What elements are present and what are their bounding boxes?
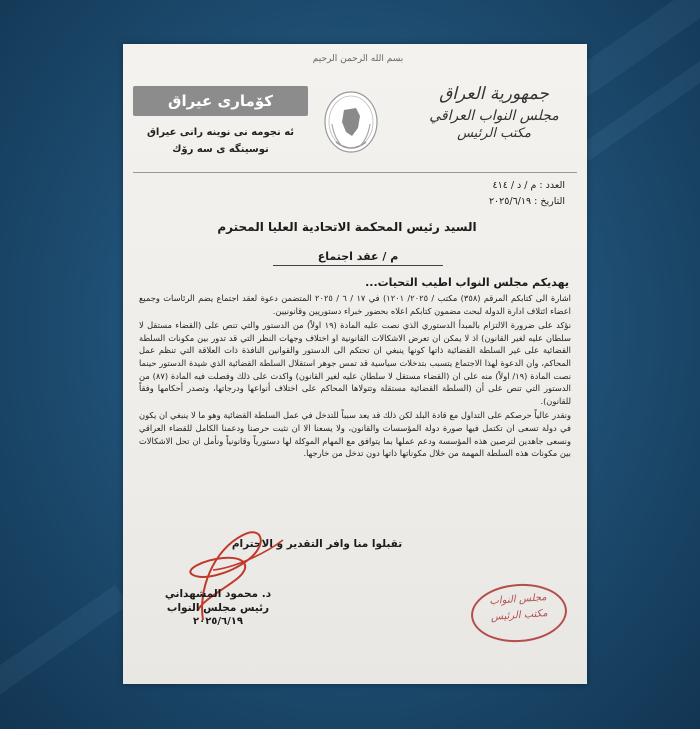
office-stamp (469, 581, 569, 646)
ref-date-label: التاريخ (540, 196, 565, 207)
ref-number-label: العدد (545, 180, 565, 191)
reference-block: العدد : م / د / ٤١٤ التاريخ : ٢٠٢٥/٦/١٩ (488, 180, 565, 207)
letter-page (123, 44, 587, 684)
ref-date-value: ٢٠٢٥/٦/١٩ (488, 196, 532, 207)
kurdish-council: ئه نجومه نی نوینه رانی عیراق (146, 127, 295, 138)
signature-block (143, 588, 293, 627)
letterhead (133, 84, 577, 174)
ref-number-value: م / د / ٤١٤ (492, 180, 537, 191)
signatory-name: د. محمود المشهداني (164, 588, 272, 600)
parliament-emblem-icon (318, 84, 384, 164)
kurdish-letterhead (133, 86, 308, 158)
kurdish-country: كۆماری عیراق (133, 86, 308, 116)
signature-date: ٢٠٢٥/٦/١٩ (192, 616, 244, 627)
arabic-office: مكتب الرئيس (457, 126, 531, 141)
arabic-country: جمهورية العراق (439, 84, 549, 104)
letter-body (139, 292, 571, 462)
arabic-council: مجلس النواب العراقي (429, 108, 559, 124)
arabic-letterhead (419, 84, 569, 141)
bismillah-text: بسم الله الرحمن الرحيم (312, 54, 404, 64)
stamp-line-2: مكتب الرئيس (490, 608, 548, 623)
subject-line: م / عقد اجتماع (273, 250, 443, 266)
greeting-line: يهديكم مجلس النواب اطيب التحيات... (365, 276, 569, 289)
body-paragraph-2: نؤكد على ضرورة الالتزام بالمبدأ الدستوري الذي نصت عليه المادة (١٩ اولاً) من الدستور والتي تنص على (القضاء مستقل لا سلطان عليه لغير القانون) اذ لا يمكن ان تعرض الاشكالات القانونية او اختلاف وجهات النظر التي قد تدور بين مكونات السلطة القضائية على غير السلطة القضائية ذاتها كونها ينبغي ان تحتكم الى الدستور والقوانين النافذة ذات العلاقة التي تنظم عمل المحاكم، وان الدعوة لهذا الاجتماع يتسبب بتدخلات سياسية قد تمس جوهر استقلال السلطة القضائية الذي شيدة الدستور حينما نصت المادة (١٩/ اولاً) منه على ان (القضاء مستقل لا سلطان عليه لغير القانون) واكدت على ذلك وفصلت فيه المادة (٨٧) من الدستور التي تنص على أن (السلطة القضائية مستقلة وتتولاها المحاكم على اختلاف أنواعها ودرجاتها، وتصدر أحكامها وفقاً للقانون). (139, 320, 572, 406)
header-divider (133, 172, 577, 173)
body-paragraph-3: ونقدر عالياً حرصكم على التداول مع قادة البلد لكن ذلك قد يعد سبباً للتدخل في عمل السلطة القضائية وهو ما لا ينبغي ان يكون في دولة تسعى ان تكتمل فيها صورة دولة المؤسسات والقانون، ولا يسعنا الا ان نثبت حرصنا ودعمنا الكامل للقضاء العراقي ونسعى جاهدين لترصين هذه المؤسسة ودعم عملها بما يتوافق مع المهام الموكلة لها دستورياً وقانونياً ونأمل ان تحل الاشكالات بين مكونات هذه السلطة المهمة من خلال مكوناتها ذاتها دون تدخل من خارجها. (139, 410, 571, 459)
kurdish-office: نوسینگه ی سه رۆك (172, 144, 269, 155)
stamp-line-1: مجلس النواب (489, 592, 547, 608)
signatory-title: رئيس مجلس النواب (166, 602, 270, 614)
addressee-line: السيد رئيس المحكمة الاتحادية العليا المحترم (217, 220, 477, 234)
body-paragraph-1: اشارة الى كتابكم المرقم (٣٥٨) مكتب / ٢٠٢٥/ ١٢٠١) في ١٧ / ٦ / ٢٠٢٥ المتضمن دعوة لعقد اجتماع يضم الرئاسات وجميع اعضاء ائتلاف ادارة الدولة لبحث مضمون كتابكم اعلاه بحضور خبراء دستوريين وقانونيين. (139, 293, 571, 316)
closing-line: تقبلوا منا وافر التقدير و الاحترام (231, 538, 403, 550)
